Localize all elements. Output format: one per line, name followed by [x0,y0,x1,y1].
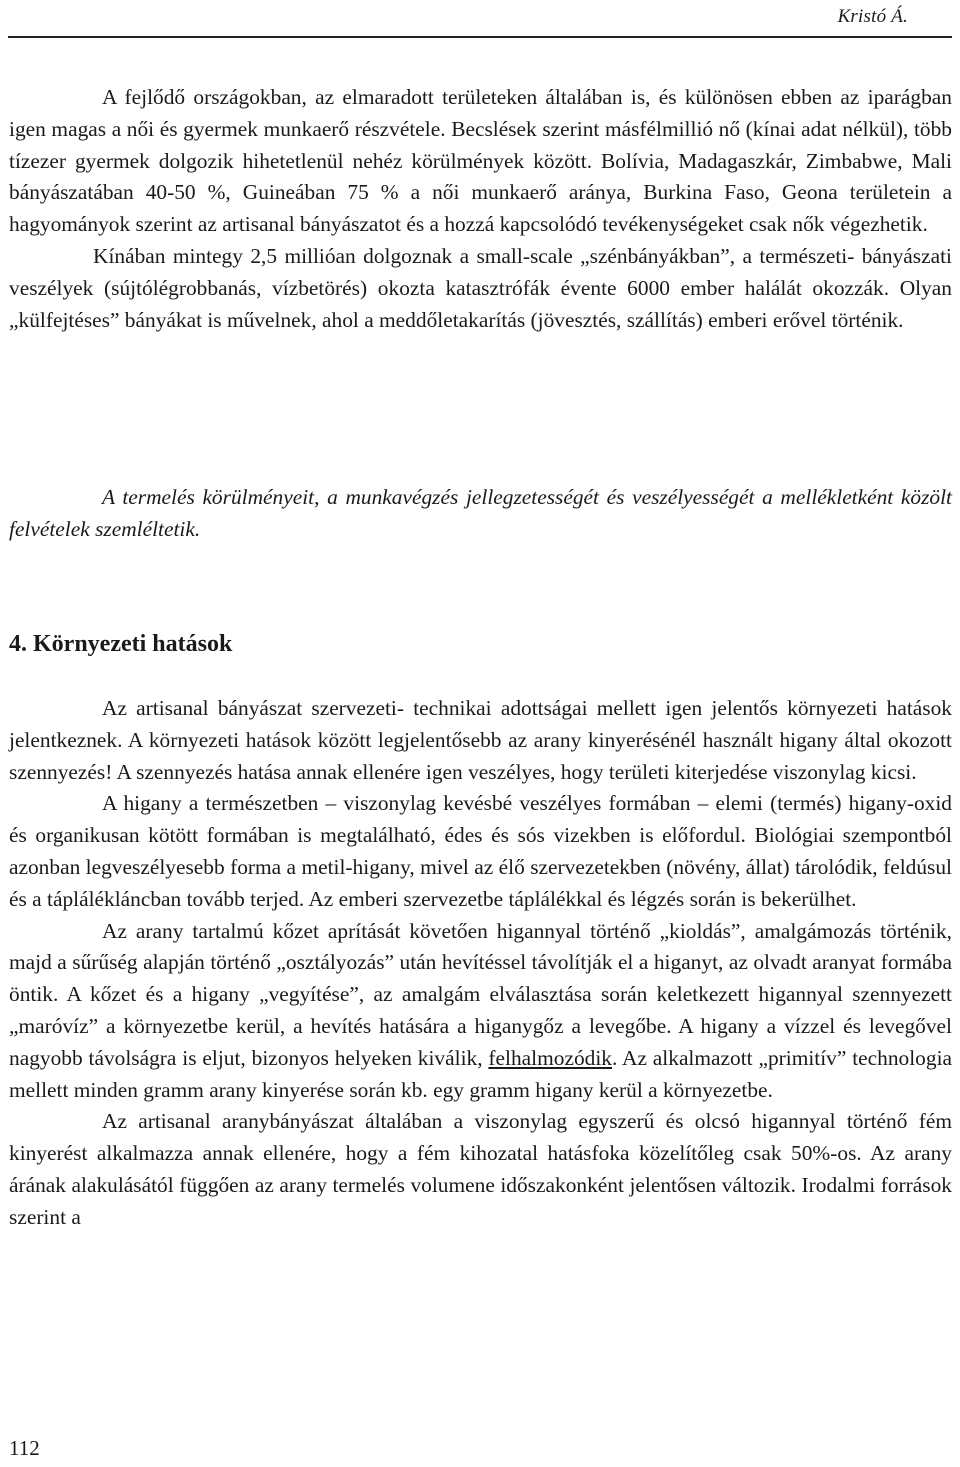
page-number: 112 [9,1436,40,1460]
amalgamation-text-end: . Az alkalmazott „primitív” technologia mellett minden gramm arany kinyerése során kb. egy gramm higany kerül a környezetbe. [9,1045,953,1102]
header-rule [8,36,952,38]
paragraph-gold-recovery: Az artisanal aranybányászat általában a viszonylag egyszerű és olcsó higannyal történő fém kinyerést alkalmazza annak ellenére, hogy a fém kihozatal hatásfoka közelítőleg csak 50%-os. Az arany árának alakulásától függően az arany termelés volumene időszakonként jelentősen változik. Irodalmi források szerint a [9,1109,952,1229]
section-text [9,693,952,1234]
underlined-word: felhalmozódik [488,1045,612,1070]
paragraph-amalgamation [9,916,952,1107]
amalgamation-text-start: Az arany tartalmú kőzet aprítását követően higannyal történő „kioldás”, amalgámozás történik, majd a sűrűség alapján történő „osztályozás” után hevítéssel távolítják el a higanyt, az olvadt aranyat formába öntik. A kőzet és a higany „vegyítése”, az amalgám elválasztása során keletkezett higannyal szennyezett „maróvíz” a környezetbe kerül, a hevítés hatására a higanygőz a levegőbe. A higany a vízzel és levegővel nagyobb távolságra is eljut, bizonyos helyeken kiválik, [9,918,952,1070]
paragraph-environmental-impact: Az artisanal bányászat szervezeti- technikai adottságai mellett igen jelentős környezeti hatások jelentkeznek. A környezeti hatások között legjelentősebb az arany kinyerésénél használt higany által okozott szennyezés! A szennyezés hatása annak ellenére igen veszélyes, hogy területi kiterjedése viszonylag kicsi. [9,696,952,784]
italic-note: A termelés körülményeit, a munkavégzés jellegzetességét és veszélyességét a mellékletként közölt felvételek szemléltetik. [9,485,952,541]
running-header: Kristó Á. [837,6,908,27]
paragraph-mercury-nature: A higany a természetben – viszonylag kevésbé veszélyes formában – elemi (termés) higany-oxid és organikusan kötött formában is megtalálható, édes és sós vizekben is előfordul. Biológiai szempontból azonban legveszélyesebb forma a metil-higany, mivel az élő szervezetekben (növény, állat) tárolódik, feldúsul és a táplálékláncban tovább terjed. Az emberi szervezetbe táplálékkal és légzés során is bekerülhet. [9,791,952,911]
italic-note-block [9,482,952,546]
paragraph-women-labor: A fejlődő országokban, az elmaradott területeken általában is, és különösen ebben az iparágban igen magas a női és gyermek munkaerő részvétele. Becslések szerint másfélmillió nő (kínai adat nélkül), több tízezer gyermek dolgozik hihetetlenül nehéz körülmények között. Bolívia, Madagaszkár, Zimbabwe, Mali bányászatában 40-50 %, Guineában 75 % a női munkaerő aránya, Burkina Faso, Geona területein a hagyományok szerint az artisanal bányászatot és a hozzá kapcsolódó tevékenységeket csak nők végezhetik. [9,85,952,237]
intro-text [9,82,952,336]
section-heading: 4. Környezeti hatások [9,631,233,657]
paragraph-china-mining: Kínában mintegy 2,5 millióan dolgoznak a small-scale „szénbányákban”, a természeti- bányászati veszélyek (sújtólégrobbanás, vízbetörés) okozta katasztrófák évente 6000 ember halálát okozzák. Olyan „külfejtéses” bányákat is művelnek, ahol a meddőletakarítás (jövesztés, szállítás) emberi erővel történik. [9,243,952,332]
